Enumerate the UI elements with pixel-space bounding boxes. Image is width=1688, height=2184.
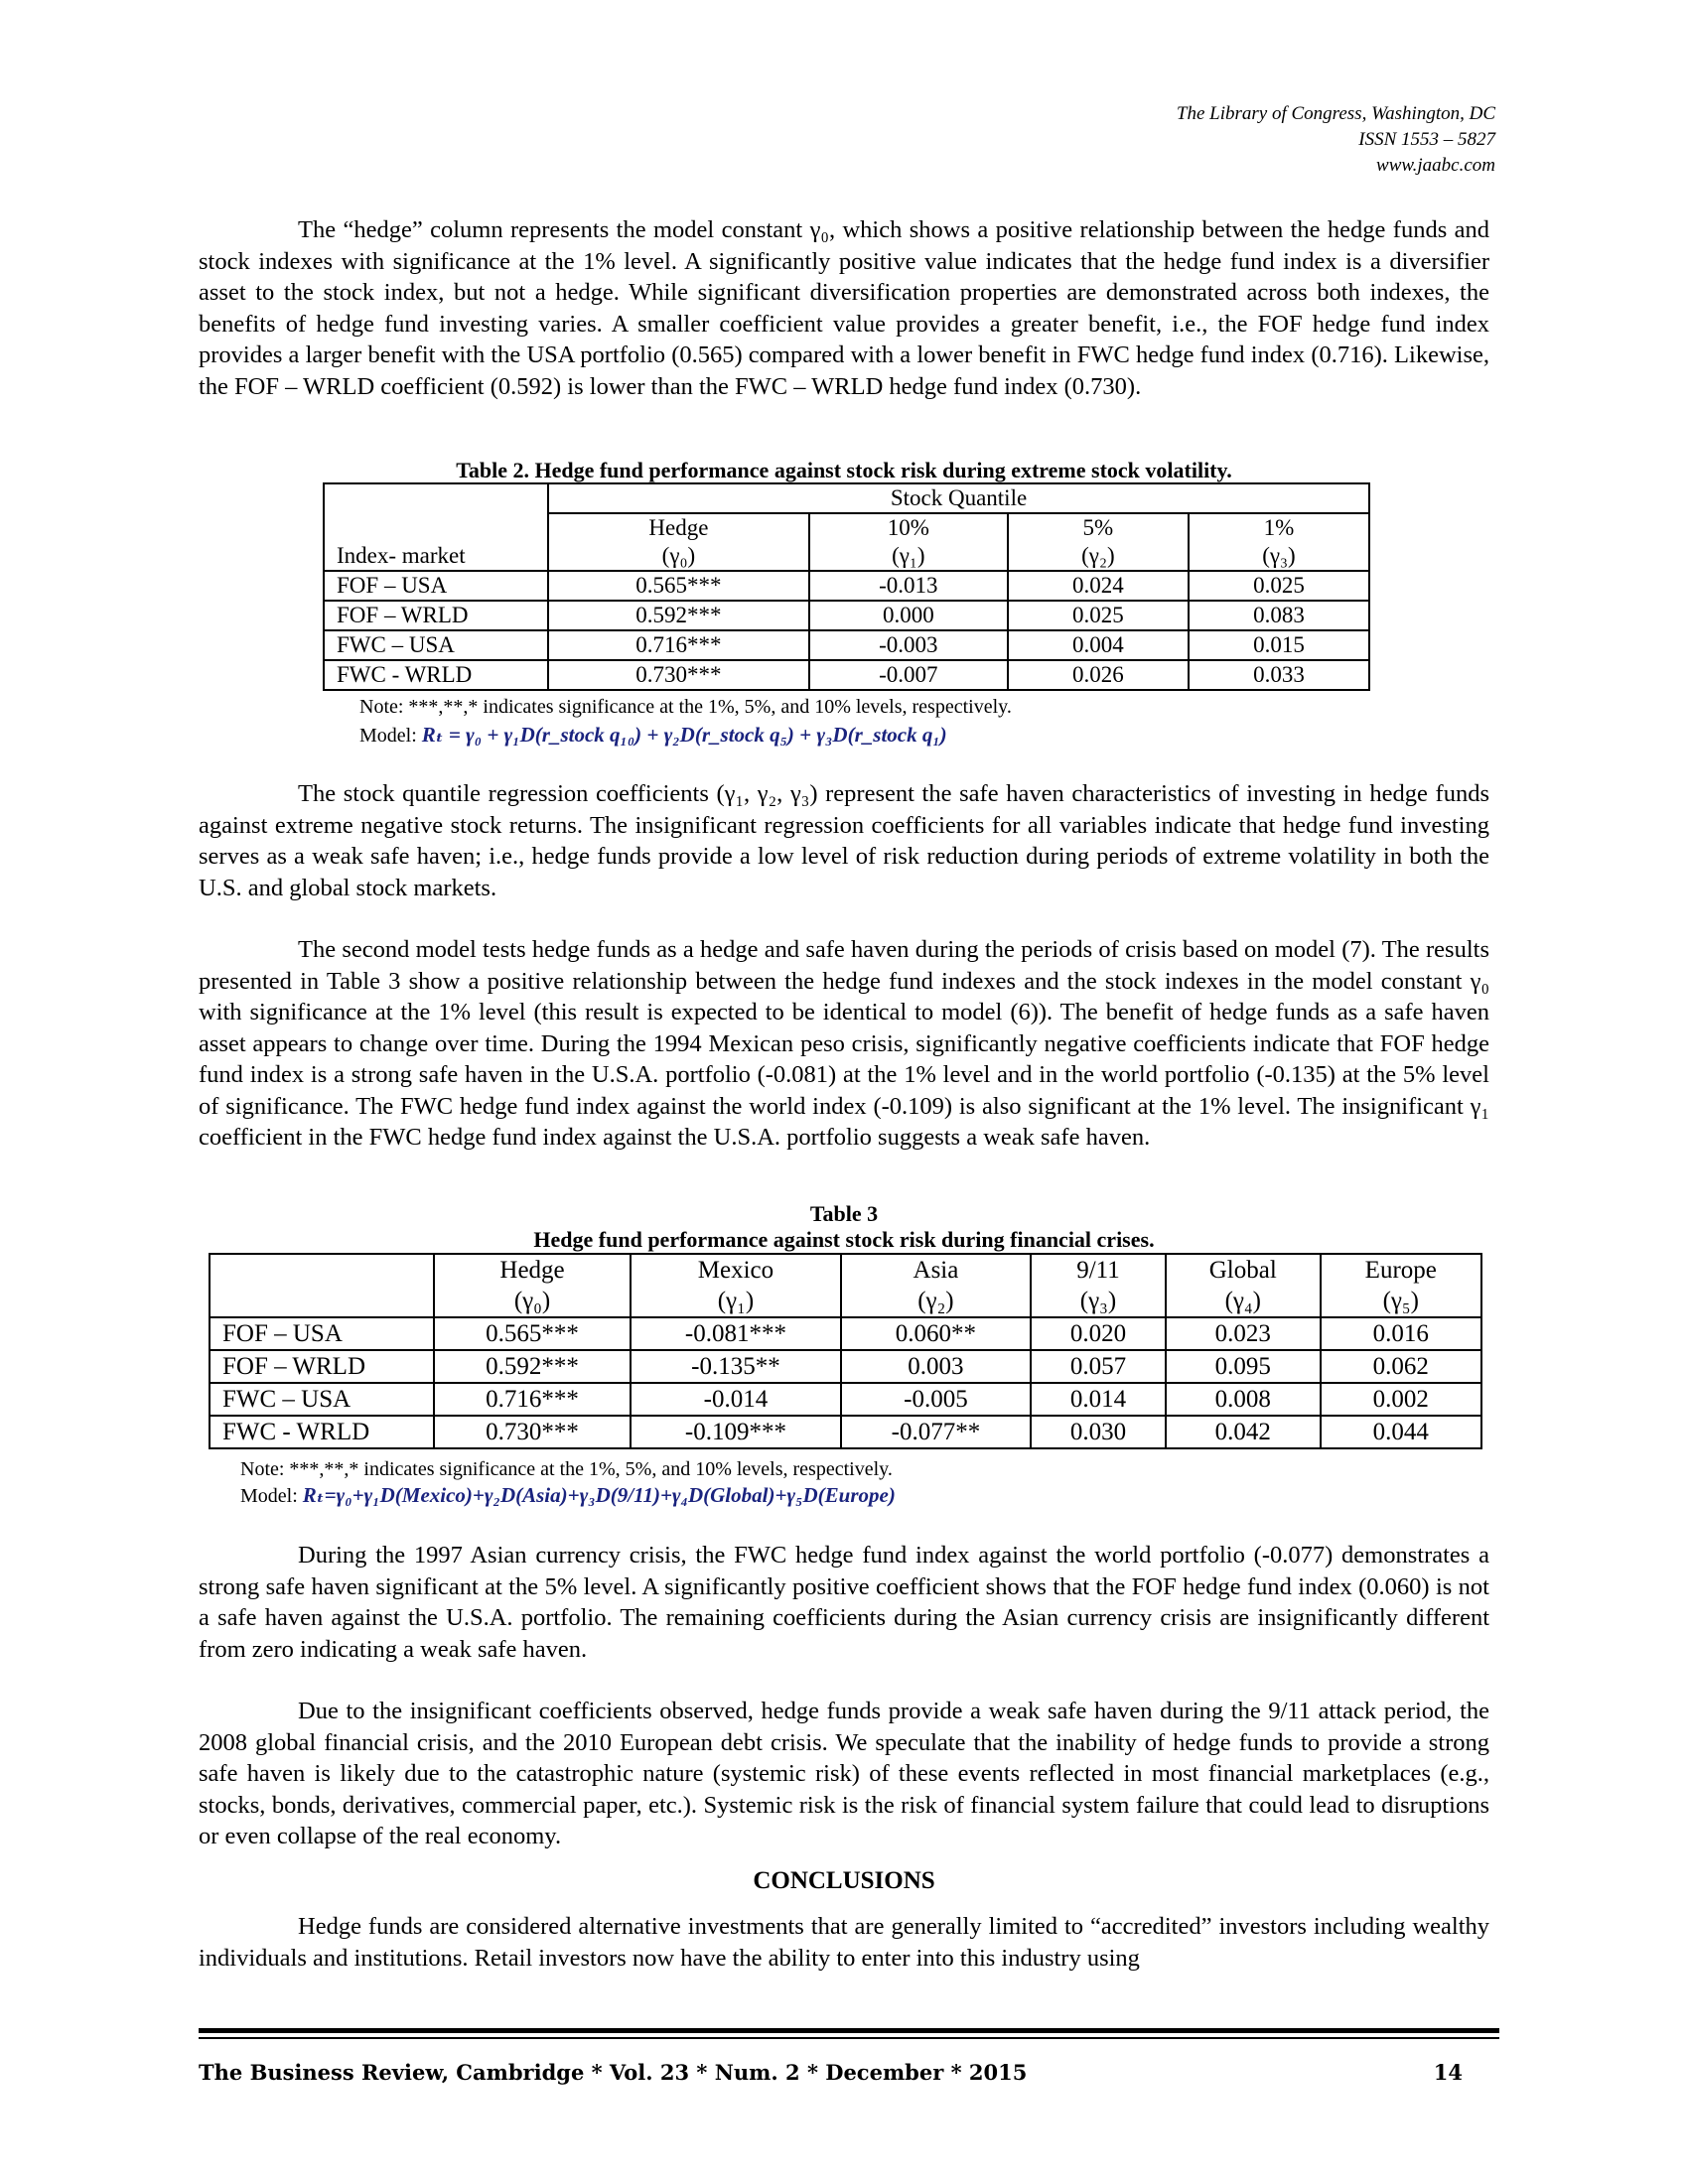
- row-label: FWC – USA: [210, 1383, 434, 1416]
- page-footer: [199, 2060, 1479, 2085]
- paragraph-conclusions: [199, 1911, 1489, 1974]
- table-cell: 0.060**: [841, 1317, 1031, 1350]
- table-cell: 0.042: [1166, 1416, 1321, 1448]
- table-row: [324, 660, 1369, 690]
- table3-caption: Hedge fund performance against stock risk during financial crises.: [533, 1227, 1155, 1252]
- table-cell: 0.008: [1166, 1383, 1321, 1416]
- stock-quantile-header: Stock Quantile: [548, 483, 1369, 513]
- paragraph-text: The stock quantile regression coefficients (γ₁, γ₂, γ₃) represent the safe haven characteristics of investing in hedge funds against extreme negative stock returns. The insignificant regression coefficients for all variables indicate that hedge fund investing serves as a weak safe haven; i.e., hedge funds provide a low level of risk reduction during periods of extreme volatility in both the U.S. and global stock markets.: [199, 780, 1489, 901]
- table-cell: -0.005: [841, 1383, 1031, 1416]
- table-row: [324, 513, 1369, 571]
- table-cell: [210, 1254, 434, 1317]
- column-header: Mexico (γ₁): [631, 1254, 841, 1317]
- row-label: FOF – WRLD: [324, 601, 548, 630]
- column-header: Hedge (γ₀): [434, 1254, 631, 1317]
- table-cell: 0.044: [1321, 1416, 1481, 1448]
- table-3: [209, 1253, 1482, 1449]
- header-library: The Library of Congress, Washington, DC: [1176, 103, 1495, 124]
- paragraph-asian-crisis: [199, 1540, 1489, 1665]
- table2-model: [359, 723, 947, 748]
- column-header: Global (γ₄): [1166, 1254, 1321, 1317]
- row-label: FWC - WRLD: [210, 1416, 434, 1448]
- table-row: [324, 630, 1369, 660]
- paragraph-insignificant-coefficients: [199, 1696, 1489, 1852]
- table-cell: 0.592***: [548, 601, 809, 630]
- row-label: FWC - WRLD: [324, 660, 548, 690]
- table-row: [210, 1254, 1481, 1317]
- table-cell: 0.730***: [548, 660, 809, 690]
- row-label: FWC – USA: [324, 630, 548, 660]
- table-cell: 0.592***: [434, 1350, 631, 1383]
- model-label: Model:: [359, 725, 417, 747]
- table-cell: -0.135**: [631, 1350, 841, 1383]
- table-2: [323, 482, 1370, 691]
- table-cell: -0.003: [809, 630, 1008, 660]
- row-label: FOF – USA: [210, 1317, 434, 1350]
- table-row: [210, 1383, 1481, 1416]
- table-cell: 0.730***: [434, 1416, 631, 1448]
- running-header: [1177, 101, 1495, 179]
- paragraph-text: The “hedge” column represents the model constant γ₀, which shows a positive relationship between the hedge funds and stock indexes with significance at the 1% level. A significantly positive value indicates that the hedge fund index is a diversifier asset to the stock index, but not a hedge. While significant diversification properties are demonstrated across both indexes, the benefits of hedge fund investing varies. A smaller coefficient value provides a greater benefit, i.e., the FOF hedge fund index provides a larger benefit with the USA portfolio (0.565) compared with a lower benefit in FWC hedge fund index (0.716). Likewise, the FOF – WRLD coefficient (0.592) is lower than the FWC – WRLD hedge fund index (0.730).: [199, 216, 1489, 400]
- table-cell: 0.565***: [434, 1317, 631, 1350]
- table-cell: 0.030: [1031, 1416, 1166, 1448]
- table-cell: 0.023: [1166, 1317, 1321, 1350]
- footer-journal: The Business Review, Cambridge * Vol. 23 * Num. 2 * December * 2015: [199, 2060, 1028, 2085]
- table-cell: 0.014: [1031, 1383, 1166, 1416]
- column-header: 10% (γ₁): [809, 513, 1008, 571]
- column-header: Hedge (γ₀): [548, 513, 809, 571]
- table-cell: -0.081***: [631, 1317, 841, 1350]
- table-cell: 0.083: [1189, 601, 1369, 630]
- table-row: [210, 1350, 1481, 1383]
- column-header: Europe (γ₅): [1321, 1254, 1481, 1317]
- table-cell: 0.565***: [548, 571, 809, 601]
- table-cell: 0.004: [1008, 630, 1189, 660]
- paragraph-quantile-coefficients: [199, 778, 1489, 903]
- table2-caption: Table 2. Hedge fund performance against stock risk during extreme stock volatility.: [456, 458, 1232, 482]
- table-cell: 0.025: [1008, 601, 1189, 630]
- table3-title: Table 3: [809, 1201, 879, 1226]
- table-cell: 0.716***: [434, 1383, 631, 1416]
- footer-rule: [199, 2028, 1499, 2033]
- table-cell: -0.077**: [841, 1416, 1031, 1448]
- table-cell: 0.003: [841, 1350, 1031, 1383]
- model-equation: Rₜ = γ₀ + γ₁D(r_stock q₁₀) + γ₂D(r_stock q₅) + γ₃D(r_stock q₁): [421, 723, 947, 747]
- header-issn: ISSN 1553 – 5827: [1358, 129, 1495, 150]
- page-number: 14: [1433, 2060, 1463, 2085]
- table-cell: -0.014: [631, 1383, 841, 1416]
- table-cell: 0.015: [1189, 630, 1369, 660]
- column-header: 9/11 (γ₃): [1031, 1254, 1166, 1317]
- table-row: [210, 1416, 1481, 1448]
- table-cell: -0.007: [809, 660, 1008, 690]
- row-label: FOF – WRLD: [210, 1350, 434, 1383]
- table-row: [324, 483, 1369, 513]
- table-cell: -0.013: [809, 571, 1008, 601]
- row-label: FOF – USA: [324, 571, 548, 601]
- table-row: [324, 601, 1369, 630]
- paragraph-text: During the 1997 Asian currency crisis, the FWC hedge fund index against the world portfolio (-0.077) demonstrates a strong safe haven significant at the 5% level. A significantly positive coefficient shows that the FOF hedge fund index (0.060) is not a safe haven against the U.S.A. portfolio. The remaining coefficients during the Asian currency crisis are insignificantly different from zero indicating a weak safe haven.: [199, 1542, 1489, 1663]
- table-cell: 0.057: [1031, 1350, 1166, 1383]
- table-row: [324, 571, 1369, 601]
- table-cell: 0.002: [1321, 1383, 1481, 1416]
- table-cell: 0.026: [1008, 660, 1189, 690]
- header-url: www.jaabc.com: [1376, 155, 1495, 176]
- model-equation: Rₜ=γ₀+γ₁D(Mexico)+γ₂D(Asia)+γ₃D(9/11)+γ₄D(Global)+γ₅D(Europe): [302, 1483, 896, 1507]
- table3-note: Note: ***,**,* indicates significance at the 1%, 5%, and 10% levels, respectively.: [240, 1458, 893, 1480]
- table-cell: 0.033: [1189, 660, 1369, 690]
- table2-note: Note: ***,**,* indicates significance at the 1%, 5%, and 10% levels, respectively.: [359, 696, 1012, 718]
- table-cell: [324, 483, 548, 513]
- footer-rule-thin: [199, 2037, 1499, 2039]
- paragraph-hedge-column: [199, 214, 1489, 402]
- paragraph-text: Hedge funds are considered alternative investments that are generally limited to “accredited” investors including wealthy individuals and institutions. Retail investors now have the ability to enter into this industry using: [199, 1913, 1489, 1972]
- table-cell: 0.062: [1321, 1350, 1481, 1383]
- column-header: 1% (γ₃): [1189, 513, 1369, 571]
- table-cell: 0.000: [809, 601, 1008, 630]
- table-cell: 0.016: [1321, 1317, 1481, 1350]
- table3-model: [240, 1483, 896, 1508]
- table-cell: 0.025: [1189, 571, 1369, 601]
- table-row: [210, 1317, 1481, 1350]
- row-header-label: Index- market: [324, 513, 548, 571]
- paragraph-text: Due to the insignificant coefficients observed, hedge funds provide a weak safe haven during the 9/11 attack period, the 2008 global financial crisis, and the 2010 European debt crisis. We speculate that the inability of hedge funds to provide a strong safe haven is likely due to the catastrophic nature (systemic risk) of these events reflected in most financial marketplaces (e.g., stocks, bonds, derivatives, commercial paper, etc.). Systemic risk is the risk of financial system failure that could lead to disruptions or even collapse of the real economy.: [199, 1698, 1489, 1849]
- table-cell: -0.109***: [631, 1416, 841, 1448]
- column-header: Asia (γ₂): [841, 1254, 1031, 1317]
- paragraph-second-model: [199, 934, 1489, 1154]
- table-cell: 0.095: [1166, 1350, 1321, 1383]
- table-cell: 0.716***: [548, 630, 809, 660]
- table-cell: 0.024: [1008, 571, 1189, 601]
- model-label: Model:: [240, 1485, 298, 1507]
- table-cell: 0.020: [1031, 1317, 1166, 1350]
- section-heading: CONCLUSIONS: [753, 1867, 935, 1894]
- paragraph-text: The second model tests hedge funds as a hedge and safe haven during the periods of crisis based on model (7). The results presented in Table 3 show a positive relationship between the hedge fund indexes and the stock indexes in the model constant γ₀ with significance at the 1% level (this result is expected to be identical to model (6)). The benefit of hedge funds as a safe haven asset appears to change over time. During the 1994 Mexican peso crisis, significantly negative coefficients indicate that FOF hedge fund index is a strong safe haven in the U.S.A. portfolio (-0.081) at the 1% level and in the world portfolio (-0.135) at the 5% level of significance. The FWC hedge fund index against the world index (-0.109) is also significant at the 1% level. The insignificant γ₁ coefficient in the FWC hedge fund index against the U.S.A. portfolio suggests a weak safe haven.: [199, 936, 1489, 1151]
- column-header: 5% (γ₂): [1008, 513, 1189, 571]
